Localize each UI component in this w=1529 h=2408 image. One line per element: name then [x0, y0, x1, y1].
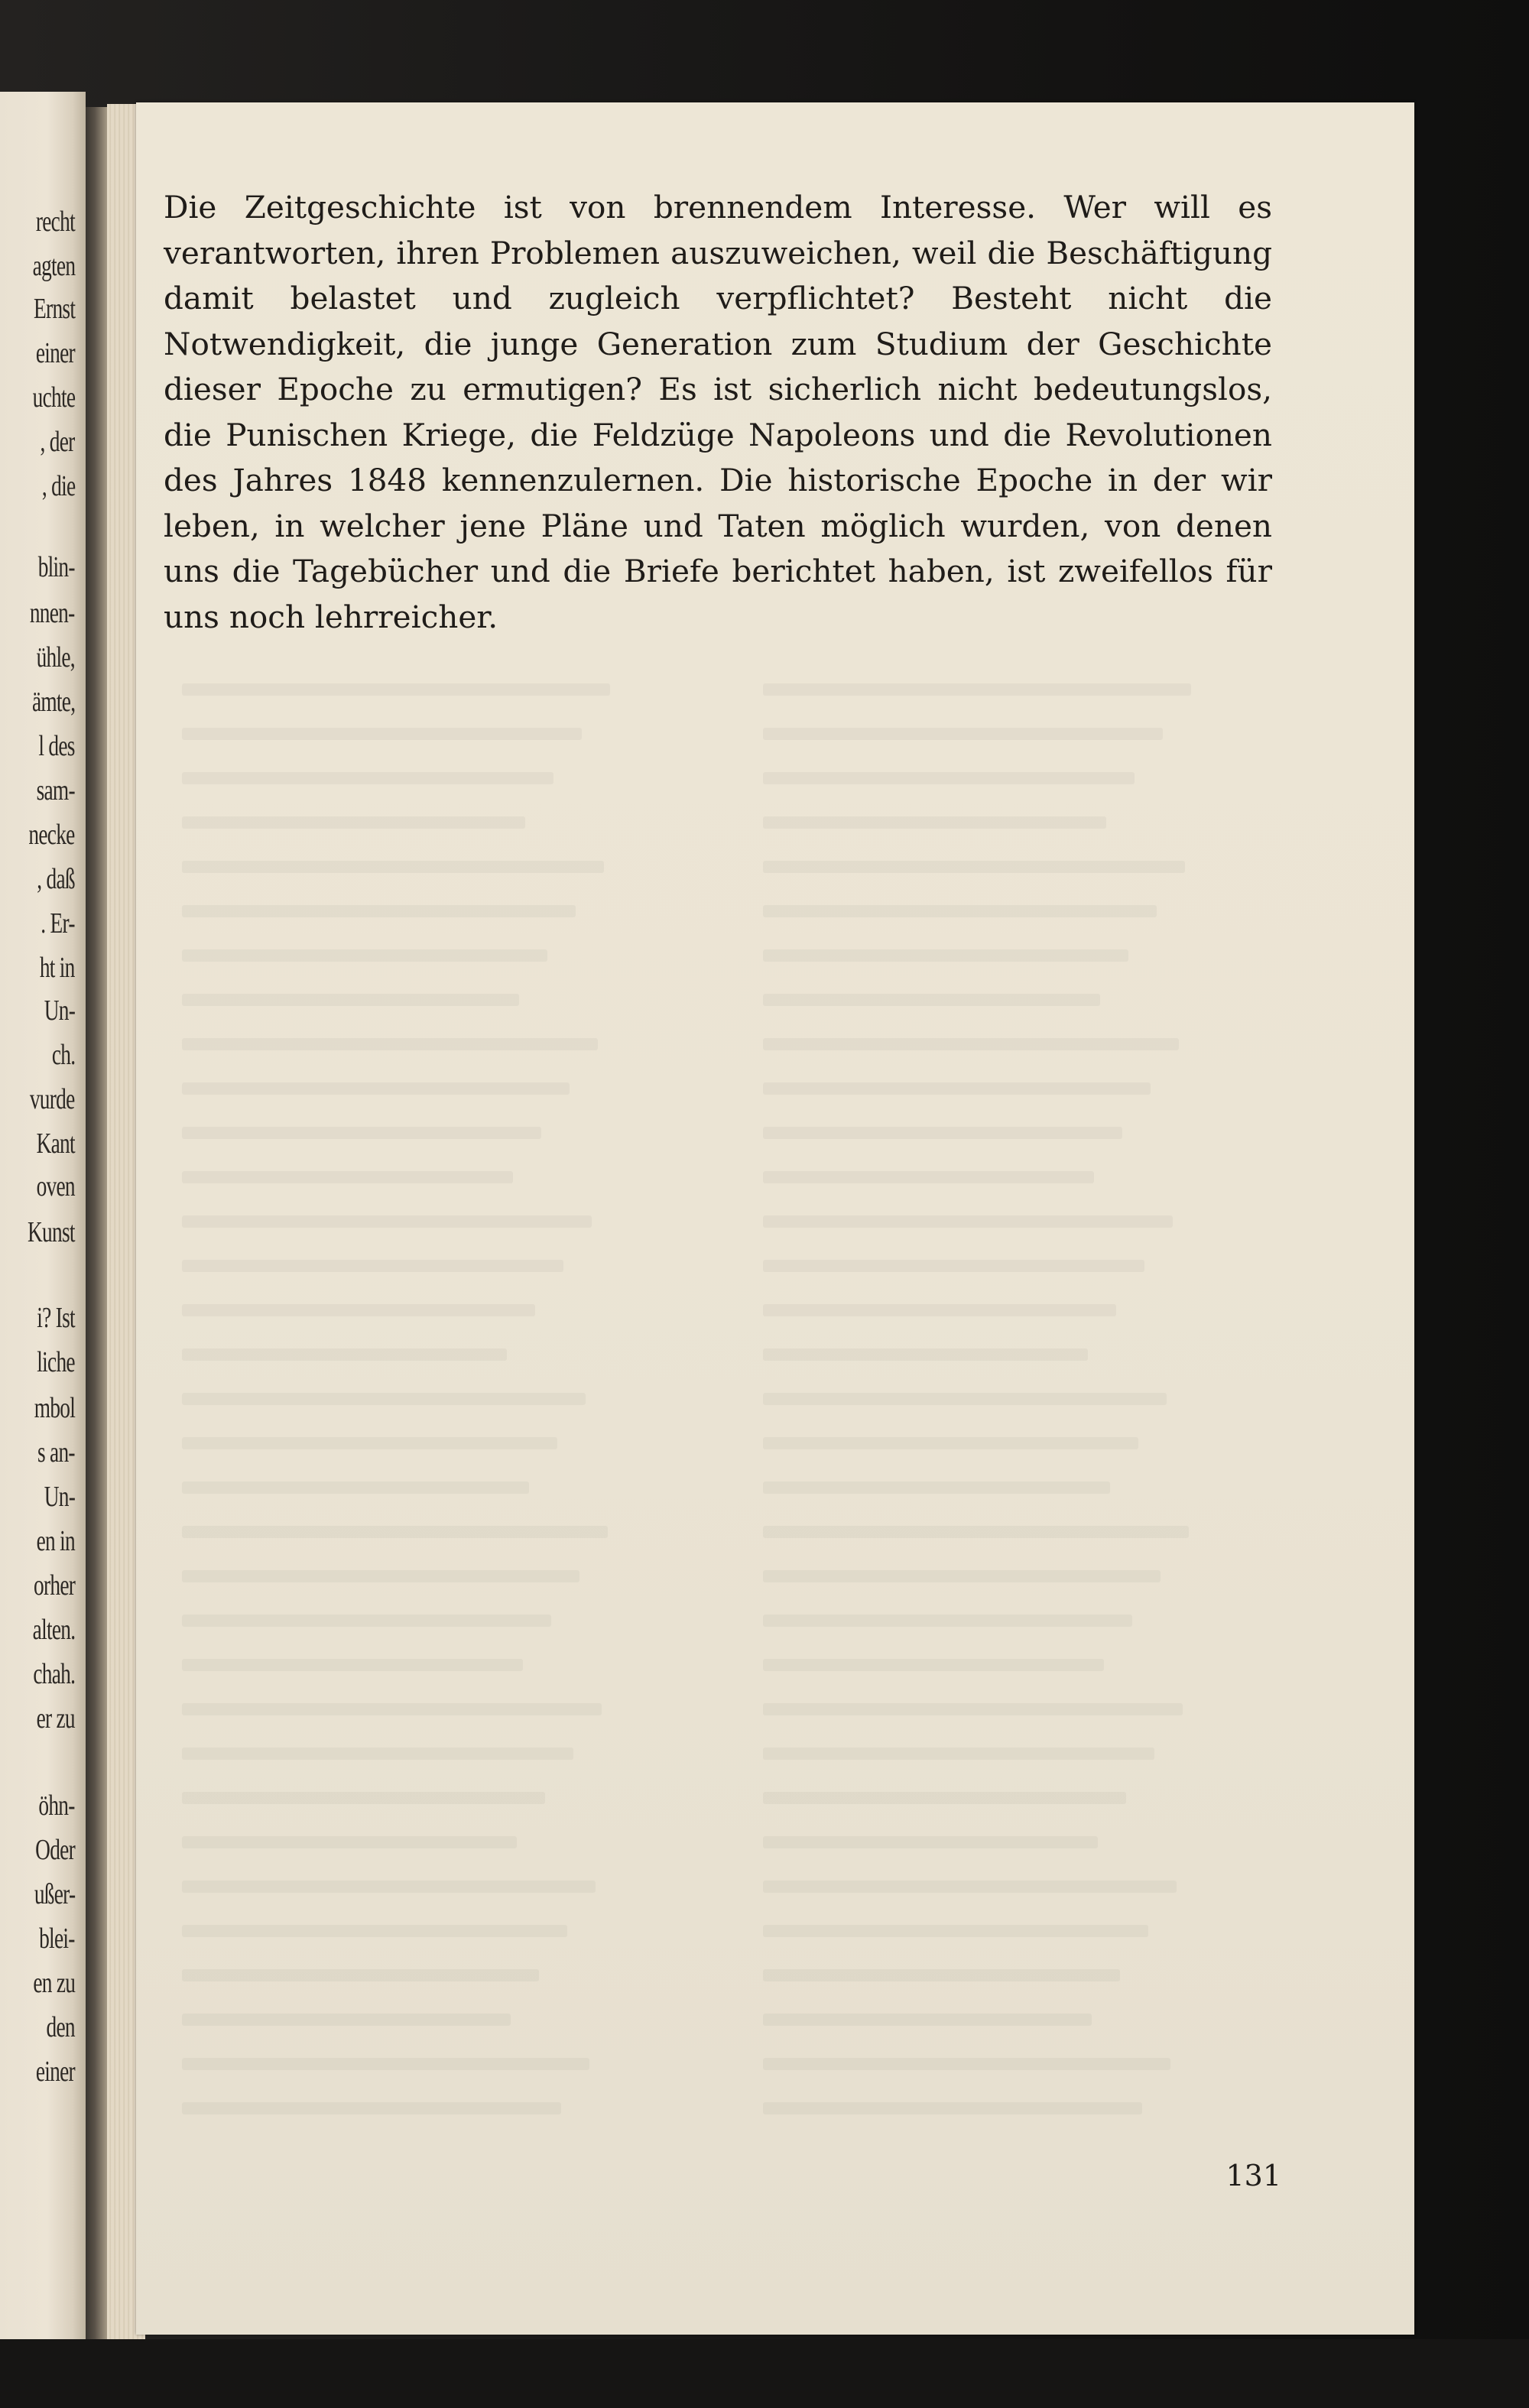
show-through-line — [182, 1171, 513, 1183]
show-through-line — [763, 2014, 1092, 2026]
show-through-line — [182, 1348, 507, 1361]
previous-page-text-fragment: s an- — [37, 1436, 75, 1468]
previous-page-text-fragment: agten — [32, 250, 75, 282]
show-through-line — [182, 2102, 561, 2114]
previous-page-text-fragment: alten. — [32, 1614, 75, 1646]
show-through-line — [763, 1836, 1098, 1848]
previous-page-text-fragment: einer — [35, 2056, 75, 2088]
previous-page-text-fragment: oven — [36, 1170, 75, 1202]
previous-page-text-fragment: Un- — [44, 995, 75, 1027]
show-through-line — [763, 816, 1106, 829]
previous-page-text-fragment: sam- — [36, 774, 75, 806]
previous-page-text-fragment: en in — [36, 1525, 75, 1557]
show-through-line — [182, 728, 582, 740]
previous-page-text-fragment: Oder — [35, 1834, 75, 1866]
book-page — [136, 102, 1414, 2335]
previous-page-text-fragment: Un- — [44, 1481, 75, 1513]
show-through-line — [763, 1127, 1122, 1139]
previous-page-text-fragment: ch. — [51, 1039, 75, 1071]
previous-page-text-fragment: , daß — [37, 863, 75, 895]
previous-page-text-fragment: . Er- — [41, 907, 75, 940]
previous-page-text-fragment: nnen- — [30, 597, 75, 629]
show-through-line — [182, 1393, 586, 1405]
previous-page-text-fragment: blin- — [37, 551, 75, 583]
show-through-line — [763, 2102, 1142, 2114]
show-through-line — [182, 1304, 535, 1316]
show-through-line — [763, 994, 1100, 1006]
show-through-line — [182, 1127, 541, 1139]
show-through-line — [182, 1836, 517, 1848]
previous-page-text-fragment: blei- — [39, 1923, 75, 1955]
show-through-line — [182, 683, 610, 696]
previous-page-text-fragment: orher — [33, 1569, 75, 1602]
show-through-line — [182, 949, 547, 962]
show-through-line — [182, 1659, 523, 1671]
previous-page-text-fragment: , der — [40, 426, 75, 458]
show-through-line — [182, 1526, 608, 1538]
previous-page-edge — [0, 92, 86, 2343]
show-through-line — [182, 1437, 557, 1449]
show-through-line — [182, 1038, 598, 1050]
show-through-line — [182, 1969, 539, 1981]
show-through-line — [763, 1925, 1148, 1937]
previous-page-text-fragment: einer — [35, 337, 75, 369]
previous-page-text-fragment: den — [46, 2011, 75, 2043]
show-through-line — [182, 2058, 589, 2070]
previous-page-text-fragment: vurde — [30, 1083, 75, 1115]
show-through-line — [763, 1393, 1167, 1405]
show-through-line — [182, 1792, 545, 1804]
previous-page-text-fragment: mbol — [34, 1392, 75, 1424]
previous-page-text-fragment: liche — [37, 1346, 75, 1378]
show-through-line — [763, 1437, 1138, 1449]
previous-page-text-fragment: Kunst — [28, 1216, 75, 1248]
previous-page-text-fragment: er zu — [36, 1702, 75, 1735]
show-through-line — [763, 1792, 1126, 1804]
show-through-line — [182, 1082, 570, 1095]
previous-page-text-fragment: öhn- — [38, 1790, 75, 1822]
show-through-line — [763, 1659, 1104, 1671]
show-through-line — [182, 1481, 529, 1494]
show-through-line — [763, 1260, 1144, 1272]
show-through-line — [763, 1526, 1189, 1538]
page-number: 131 — [1225, 2159, 1281, 2192]
show-through-line — [763, 2058, 1170, 2070]
show-through-line — [182, 1570, 579, 1582]
show-through-line — [182, 1881, 596, 1893]
previous-page-text-fragment: Kant — [36, 1128, 75, 1160]
previous-page-text-fragment: chah. — [33, 1658, 75, 1690]
show-through-line — [763, 1082, 1151, 1095]
scan-bottom-margin — [0, 2339, 1529, 2408]
show-through-line — [182, 1748, 573, 1760]
show-through-line — [763, 1481, 1110, 1494]
show-through-line — [182, 1615, 551, 1627]
previous-page-text-fragment: ht in — [40, 952, 75, 984]
show-through-line — [763, 1969, 1120, 1981]
show-through-line — [182, 1215, 592, 1228]
previous-page-text-fragment: , die — [41, 470, 75, 502]
previous-page-text-fragment: ußer- — [34, 1878, 75, 1910]
show-through-line — [763, 683, 1191, 696]
show-through-line — [182, 905, 576, 917]
previous-page-text-fragment: recht — [35, 206, 75, 238]
show-through-line — [763, 1615, 1132, 1627]
previous-page-text-fragment: Ernst — [33, 293, 75, 325]
show-through-line — [763, 1304, 1116, 1316]
show-through-line — [763, 949, 1128, 962]
show-through-line — [763, 1703, 1183, 1715]
show-through-line — [182, 1925, 567, 1937]
previous-page-text-fragment: en zu — [33, 1967, 75, 1999]
show-through-line — [763, 1171, 1094, 1183]
show-through-line — [763, 1570, 1161, 1582]
show-through-line — [182, 772, 553, 784]
show-through-line — [182, 1703, 602, 1715]
show-through-line — [763, 861, 1185, 873]
show-through-line — [763, 772, 1135, 784]
show-through-line — [763, 1038, 1179, 1050]
previous-page-text-fragment: uchte — [32, 381, 75, 414]
previous-page-text-fragment: l des — [38, 730, 75, 762]
show-through-line — [182, 1260, 563, 1272]
show-through-line — [763, 1881, 1177, 1893]
show-through-line — [182, 994, 519, 1006]
body-paragraph: Die Zeitgeschichte ist von brennendem Interesse. Wer will es verantworten, ihren Problemen auszuweichen, weil die Beschäftigung damit belastet und zugleich verpflichtet? Besteht nicht die Notwendigkeit, die junge Generation zum Studium der Geschichte dieser Epoche zu ermutigen? Es ist sicherlich nicht bedeutungslos, die Punischen Kriege, die Feldzüge Napoleons und die Revolutionen des Jahres 1848 kennenzulernen. Die historische Epoche in der wir leben, in welcher jene Pläne und Taten möglich wurden, von denen uns die Tagebücher und die Briefe berichtet haben, ist zweifellos für uns noch lehrreicher. — [164, 189, 1272, 635]
previous-page-text-fragment: i? Ist — [37, 1302, 75, 1334]
show-through-line — [763, 905, 1157, 917]
show-through-line — [763, 1215, 1173, 1228]
show-through-line — [182, 2014, 511, 2026]
show-through-line — [182, 861, 604, 873]
show-through-line — [763, 1348, 1088, 1361]
previous-page-text-fragment: ühle, — [36, 641, 75, 673]
previous-page-text-fragment: ämte, — [31, 686, 75, 718]
previous-page-text-fragment: necke — [28, 819, 75, 851]
show-through-line — [763, 728, 1163, 740]
show-through-line — [182, 816, 525, 829]
show-through-line — [763, 1748, 1154, 1760]
